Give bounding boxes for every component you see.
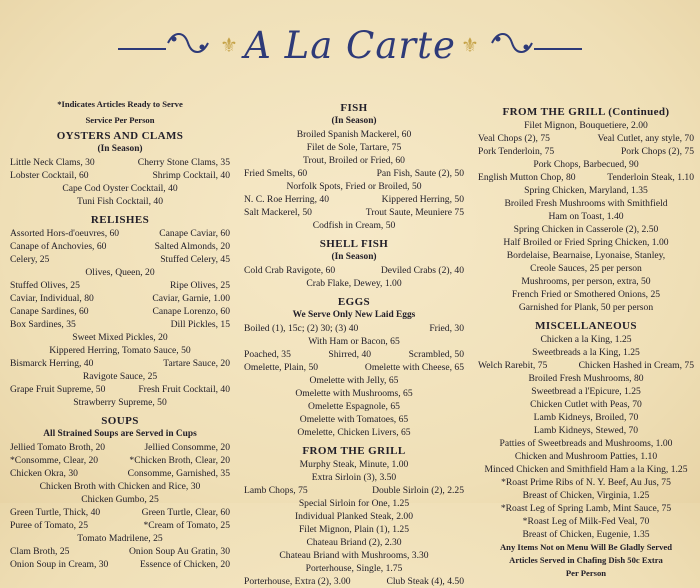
section-heading-relishes: RELISHES [90, 214, 150, 226]
menu-item: Creole Sauces, 25 per person [530, 263, 642, 274]
menu-item: Cold Crab Ravigote, 60 [244, 265, 336, 276]
menu-item: Minced Chicken and Smithfield Ham a la King, 1.25 [484, 464, 688, 475]
menu-item: Omelette with Mushrooms, 65 [295, 388, 413, 399]
menu-item-row [6, 493, 234, 506]
menu-item: English Mutton Chop, 80 [478, 172, 576, 183]
menu-item: Patties of Sweetbreads and Mushrooms, 1.00 [499, 438, 673, 449]
menu-line: Cape Cod Oyster Cocktail, 40 [62, 183, 178, 194]
right-rule [534, 48, 582, 50]
section-heading-grill-continued: FROM THE GRILL (Continued) [502, 106, 670, 118]
menu-item-row [474, 301, 698, 314]
menu-item: Boiled (1), 15c; (2) 30; (3) 40 [244, 323, 359, 334]
menu-item: Olives, Queen, 20 [85, 267, 155, 278]
section-sub-soups: All Strained Soups are Served in Cups [43, 429, 197, 439]
menu-item: Omelette with Cheese, 65 [364, 362, 464, 373]
left-fleur-icon: ⚜ [220, 35, 238, 57]
section-sub-fish: (In Season) [331, 116, 377, 126]
menu-item: Trout Saute, Meuniere 75 [365, 207, 464, 218]
menu-item-row [240, 471, 468, 484]
menu-item-row [240, 219, 468, 232]
menu-item-row [474, 210, 698, 223]
menu-item-row [6, 305, 234, 318]
column-middle [240, 102, 468, 588]
menu-item: Lamb Kidneys, Stewed, 70 [533, 425, 639, 436]
menu-item-row [240, 277, 468, 290]
menu-title: A La Carte [244, 24, 456, 67]
menu-item-row [474, 515, 698, 528]
menu-item-row [474, 424, 698, 437]
menu-item: *Roast Leg of Spring Lamb, Mint Sauce, 75 [500, 503, 672, 514]
menu-item-row [240, 167, 468, 180]
menu-header [0, 20, 700, 80]
menu-item-row [474, 372, 698, 385]
menu-item-row [474, 346, 698, 359]
menu-item-row [240, 458, 468, 471]
menu-item-row [6, 156, 234, 169]
menu-item: Broiled Fresh Mushrooms with Smithfield [504, 198, 668, 209]
menu-item-row [474, 249, 698, 262]
menu-item: Omelette, Chicken Livers, 65 [297, 427, 411, 438]
menu-item: Consomme, Garnished, 35 [127, 468, 230, 479]
menu-item: Extra Sirloin (3), 3.50 [311, 472, 397, 483]
section-heading-eggs: EGGS [337, 296, 371, 308]
menu-item-row [240, 374, 468, 387]
menu-item: Shrimp Cocktail, 40 [152, 170, 230, 181]
menu-item: Broiled Spanish Mackerel, 60 [296, 129, 412, 140]
menu-item-row [240, 549, 468, 562]
menu-item-row [6, 169, 234, 182]
section-sub-shellfish: (In Season) [331, 252, 377, 262]
menu-item: Omelette Espagnole, 65 [308, 401, 400, 412]
menu-item-row [240, 523, 468, 536]
menu-item: Special Sirloin for One, 1.25 [298, 498, 410, 509]
menu-item-row [6, 357, 234, 370]
menu-item-row [240, 335, 468, 348]
service-note: Service Per Person [85, 115, 155, 125]
menu-item: Half Broiled or Fried Spring Chicken, 1.00 [503, 237, 669, 248]
menu-item: Chicken Cutlet with Peas, 70 [530, 399, 642, 410]
menu-item: Chicken Broth with Chicken and Rice, 30 [39, 481, 201, 492]
menu-item: Salted Almonds, 20 [154, 241, 230, 252]
menu-item: Dill Pickles, 15 [170, 319, 230, 330]
menu-item: Filet de Sole, Tartare, 75 [306, 142, 402, 153]
menu-item: Onion Soup Au Gratin, 30 [128, 546, 230, 557]
menu-item: Canape Lorenzo, 60 [152, 306, 230, 317]
menu-item-row [240, 497, 468, 510]
menu-item: Jellied Tomato Broth, 20 [10, 442, 106, 453]
menu-item: Veal Chops (2), 75 [478, 133, 550, 144]
menu-item: Scrambled, 50 [408, 349, 464, 360]
menu-item: Little Neck Clams, 30 [10, 157, 95, 168]
menu-item-row [240, 536, 468, 549]
menu-item: Garnished for Plank, 50 per person [518, 302, 654, 313]
menu-item-row [474, 333, 698, 346]
menu-item: Caviar, Garnie, 1.00 [152, 293, 230, 304]
menu-item: Poached, 35 [244, 349, 291, 360]
menu-item: Celery, 25 [10, 254, 50, 265]
menu-item: Mushrooms, per person, extra, 50 [521, 276, 651, 287]
menu-item: Omelette, Plain, 50 [244, 362, 319, 373]
menu-line: Any Items Not on Menu Will Be Gladly Served [499, 542, 673, 552]
section-heading-fish: FISH [340, 102, 368, 114]
menu-item: Sweetbread a l'Epicure, 1.25 [531, 386, 641, 397]
menu-item-row [474, 437, 698, 450]
menu-item: Chicken and Mushroom Patties, 1.10 [514, 451, 658, 462]
menu-item-row [6, 441, 234, 454]
menu-item: Sweetbreads a la King, 1.25 [532, 347, 640, 358]
menu-item-row [474, 275, 698, 288]
menu-item: Pork Chops, Barbecued, 90 [533, 159, 639, 170]
menu-item-row [474, 450, 698, 463]
menu-item: Norfolk Spots, Fried or Broiled, 50 [286, 181, 422, 192]
menu-item: Chicken Okra, 30 [10, 468, 78, 479]
menu-item: Pan Fish, Saute (2), 50 [376, 168, 464, 179]
menu-item-row [474, 385, 698, 398]
menu-item: Ham on Toast, 1.40 [548, 211, 624, 222]
menu-item-row [474, 476, 698, 489]
menu-item-row [6, 480, 234, 493]
menu-item: With Ham or Bacon, 65 [308, 336, 400, 347]
menu-item-row [240, 562, 468, 575]
menu-item-row [240, 264, 468, 277]
menu-item-row [240, 413, 468, 426]
menu-item-row [474, 489, 698, 502]
section-heading-soups: SOUPS [101, 415, 139, 427]
menu-item: Essence of Chicken, 20 [139, 559, 230, 570]
menu-item-row [6, 253, 234, 266]
menu-item-row [6, 558, 234, 571]
section-heading-miscellaneous: MISCELLANEOUS [535, 320, 637, 332]
intro-note: *Indicates Articles Ready to Serve [57, 99, 183, 109]
menu-item-row [240, 400, 468, 413]
menu-item: Tomato Madrilene, 25 [77, 533, 163, 544]
menu-item: Fried Smelts, 60 [244, 168, 308, 179]
menu-item-row [474, 171, 698, 184]
menu-item-row [6, 370, 234, 383]
menu-item-row [240, 141, 468, 154]
menu-item: Kippered Herring, 50 [381, 194, 464, 205]
menu-item: Ripe Olives, 25 [170, 280, 230, 291]
menu-item-row [240, 206, 468, 219]
menu-item: Murphy Steak, Minute, 1.00 [299, 459, 409, 470]
menu-item-row [474, 119, 698, 132]
menu-item: Onion Soup in Cream, 30 [10, 559, 109, 570]
menu-item-row [6, 292, 234, 305]
menu-item: Kippered Herring, Tomato Sauce, 50 [49, 345, 191, 356]
menu-item: Tenderloin Steak, 1.10 [607, 172, 694, 183]
menu-item-row [240, 322, 468, 335]
menu-item: Canape of Anchovies, 60 [10, 241, 107, 252]
menu-item: Clam Broth, 25 [10, 546, 70, 557]
column-left [6, 98, 234, 571]
menu-item: *Consomme, Clear, 20 [10, 455, 99, 466]
menu-item: Pork Tenderloin, 75 [478, 146, 555, 157]
menu-item-row [474, 184, 698, 197]
menu-item: Assorted Hors-d'oeuvres, 60 [10, 228, 120, 239]
menu-item-row [474, 398, 698, 411]
menu-item: Stuffed Olives, 25 [10, 280, 80, 291]
menu-item: Bismarck Herring, 40 [10, 358, 94, 369]
menu-item-row [6, 532, 234, 545]
menu-item: Puree of Tomato, 25 [10, 520, 89, 531]
menu-item-row [6, 454, 234, 467]
menu-item: Tartare Sauce, 20 [163, 358, 230, 369]
menu-item: Double Sirloin (2), 2.25 [372, 485, 464, 496]
menu-item: Salt Mackerel, 50 [244, 207, 312, 218]
section-heading-oysters: OYSTERS AND CLAMS [56, 130, 184, 142]
menu-item-row [240, 510, 468, 523]
menu-item: N. C. Roe Herring, 40 [244, 194, 329, 205]
menu-item-row [6, 318, 234, 331]
menu-item: *Chicken Broth, Clear, 20 [129, 455, 230, 466]
menu-item-row [474, 223, 698, 236]
menu-item: Box Sardines, 35 [10, 319, 76, 330]
menu-item: Veal Cutlet, any style, 70 [597, 133, 694, 144]
right-fleur-icon: ⚜ [461, 35, 479, 57]
right-flourish-icon [490, 29, 534, 57]
menu-item: Spring Chicken in Casserole (2), 2.50 [513, 224, 659, 235]
menu-item: Breast of Chicken, Virginia, 1.25 [522, 490, 650, 501]
menu-item-row [6, 467, 234, 480]
menu-item: Caviar, Individual, 80 [10, 293, 94, 304]
menu-item: Spring Chicken, Maryland, 1.35 [524, 185, 648, 196]
menu-item: *Cream of Tomato, 25 [143, 520, 230, 531]
section-heading-grill: FROM THE GRILL [302, 445, 406, 457]
menu-item: Lamb Kidneys, Broiled, 70 [533, 412, 639, 423]
menu-item-row [474, 132, 698, 145]
menu-item: Omelette with Jelly, 65 [309, 375, 399, 386]
menu-item: Shirred, 40 [328, 349, 372, 360]
menu-item: Codfish in Cream, 50 [312, 220, 396, 231]
menu-item-row [240, 128, 468, 141]
menu-item: Crab Flake, Dewey, 1.00 [306, 278, 402, 289]
menu-item: Green Turtle, Clear, 60 [141, 507, 230, 518]
menu-item: Jellied Consomme, 20 [144, 442, 230, 453]
menu-item-row [6, 227, 234, 240]
menu-item-row [474, 158, 698, 171]
menu-item-row [240, 193, 468, 206]
menu-item-row [240, 484, 468, 497]
menu-item: Porterhouse, Extra (2), 3.00 [244, 576, 351, 587]
menu-item-row [474, 411, 698, 424]
menu-item: Fried, 30 [429, 323, 464, 334]
menu-item: Breast of Chicken, Eugenie, 1.35 [522, 529, 650, 540]
menu-item-row [240, 387, 468, 400]
menu-item: Broiled Fresh Mushrooms, 80 [528, 373, 644, 384]
menu-item: Omelette with Tomatoes, 65 [299, 414, 409, 425]
menu-item: Filet Mignon, Plain (1), 1.25 [298, 524, 410, 535]
menu-item-row [6, 279, 234, 292]
menu-item-row [474, 463, 698, 476]
menu-item: Porterhouse, Single, 1.75 [305, 563, 403, 574]
menu-item-row [6, 545, 234, 558]
menu-item: Chateau Briand with Mushrooms, 3.30 [279, 550, 429, 561]
menu-item: Individual Planked Steak, 2.00 [294, 511, 414, 522]
menu-item-row [474, 288, 698, 301]
menu-line: Per Person [565, 568, 607, 578]
menu-line: Articles Served in Chafing Dish 50c Extra [509, 555, 663, 565]
menu-item-row [240, 154, 468, 167]
menu-item: *Roast Leg of Milk-Fed Veal, 70 [522, 516, 650, 527]
section-sub-oysters: (In Season) [97, 144, 143, 154]
menu-item: Trout, Broiled or Fried, 60 [303, 155, 405, 166]
menu-item-row [474, 197, 698, 210]
menu-item: Sweet Mixed Pickles, 20 [72, 332, 168, 343]
menu-item: Filet Mignon, Bouquetiere, 2.00 [524, 120, 648, 131]
menu-item: Canape Sardines, 60 [10, 306, 89, 317]
column-right [474, 106, 698, 580]
menu-item: Pork Chops (2), 75 [620, 146, 694, 157]
menu-item: Chicken Hashed in Cream, 75 [578, 360, 694, 371]
menu-item: Stuffed Celery, 45 [160, 254, 230, 265]
menu-item: Cherry Stone Clams, 35 [137, 157, 230, 168]
menu-item: Canape Caviar, 60 [159, 228, 230, 239]
section-sub-eggs: We Serve Only New Laid Eggs [292, 310, 416, 320]
section-heading-shellfish: SHELL FISH [319, 238, 389, 250]
menu-item-row [240, 180, 468, 193]
menu-item-row [474, 236, 698, 249]
menu-item: Bordelaise, Bearnaise, Lyonaise, Stanley, [506, 250, 666, 261]
menu-item: Welch Rarebit, 75 [478, 360, 548, 371]
menu-item: Chateau Briand (2), 2.30 [306, 537, 402, 548]
menu-item-row [240, 361, 468, 374]
menu-item: Lamb Chops, 75 [244, 485, 308, 496]
menu-item: Fresh Fruit Cocktail, 40 [138, 384, 230, 395]
menu-item: Lobster Cocktail, 60 [10, 170, 89, 181]
menu-item: Strawberry Supreme, 50 [73, 397, 167, 408]
menu-item-row [6, 396, 234, 409]
menu-item-row [6, 383, 234, 396]
menu-item-row [474, 359, 698, 372]
menu-item: *Roast Prime Ribs of N. Y. Beef, Au Jus, 75 [501, 477, 671, 488]
menu-item-row [240, 348, 468, 361]
menu-item: French Fried or Smothered Onions, 25 [511, 289, 661, 300]
menu-item: Deviled Crabs (2), 40 [380, 265, 464, 276]
menu-item: Chicken Gumbo, 25 [81, 494, 159, 505]
menu-item-row [6, 331, 234, 344]
menu-item: Green Turtle, Thick, 40 [10, 507, 101, 518]
menu-item-row [6, 506, 234, 519]
menu-item-row [240, 426, 468, 439]
menu-item-row [474, 145, 698, 158]
menu-item-row [6, 519, 234, 532]
menu-line: Tuni Fish Cocktail, 40 [76, 196, 163, 207]
menu-item: Chicken a la King, 1.25 [540, 334, 632, 345]
menu-item: Club Steak (4), 4.50 [386, 576, 464, 587]
menu-item-row [474, 262, 698, 275]
menu-item: Ravigote Sauce, 25 [82, 371, 158, 382]
menu-item-row [240, 575, 468, 588]
menu-item-row [474, 502, 698, 515]
menu-item-row [474, 528, 698, 541]
menu-item-row [6, 344, 234, 357]
menu-item-row [6, 240, 234, 253]
menu-item: Grape Fruit Supreme, 50 [10, 384, 106, 395]
menu-item-row [6, 266, 234, 279]
